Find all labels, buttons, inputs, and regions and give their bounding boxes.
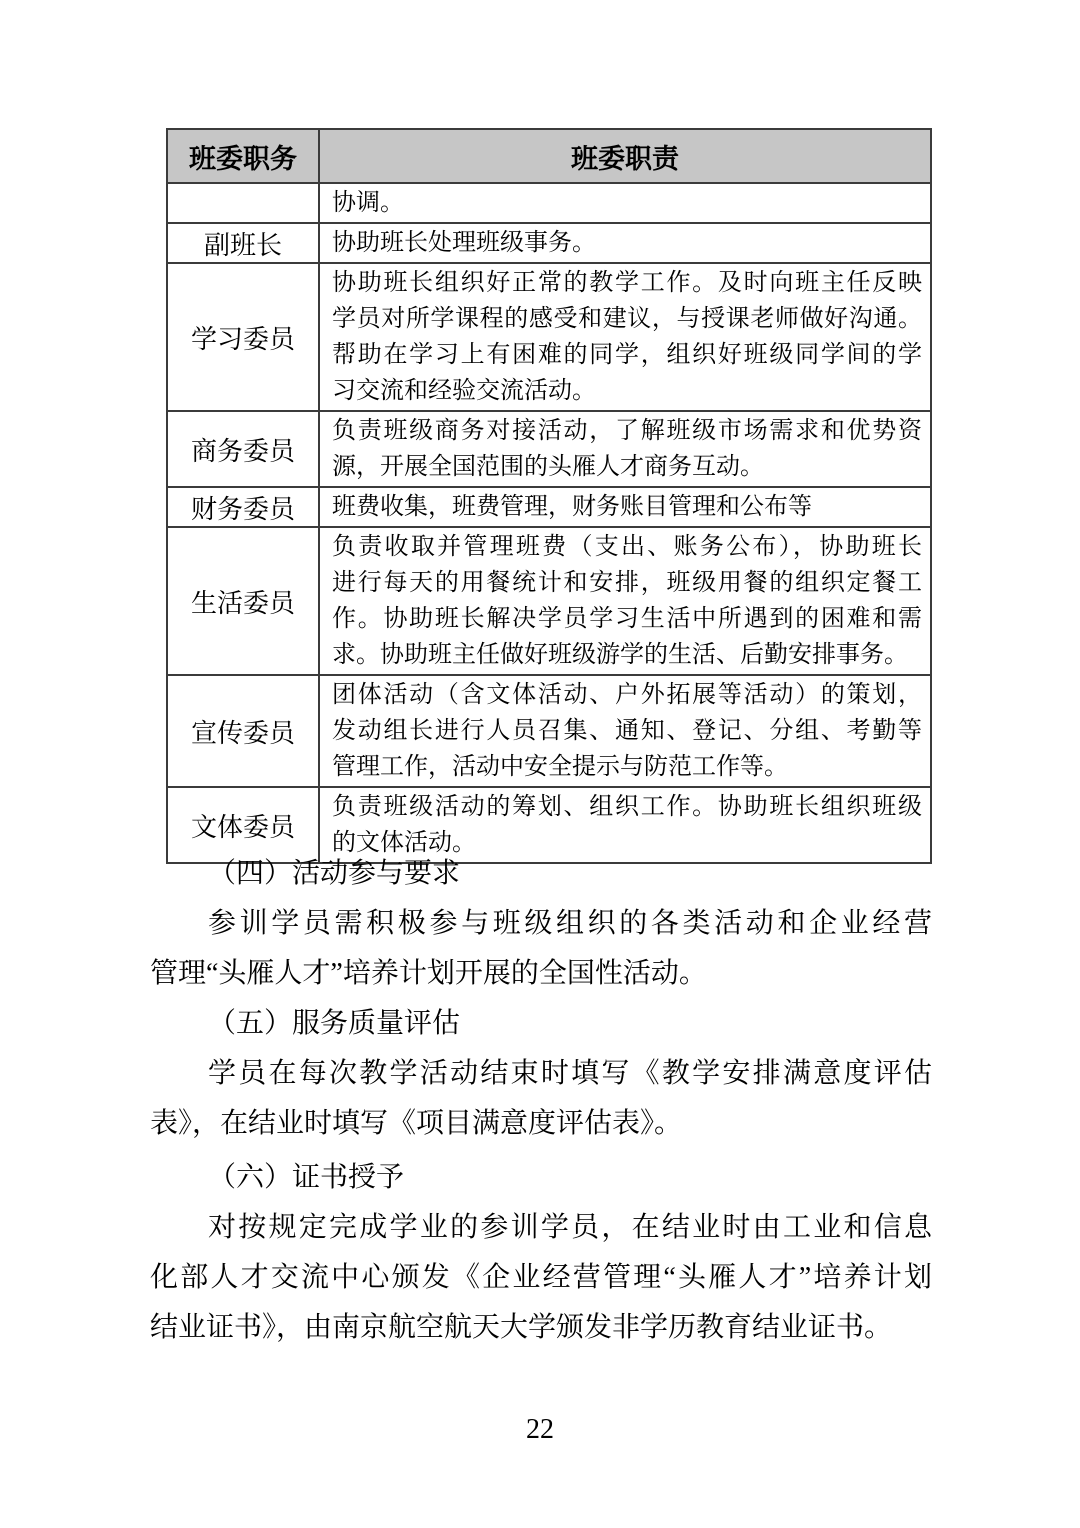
role-cell: 财务委员 xyxy=(167,487,319,527)
duty-line: 协助班长处理班级事务。 xyxy=(332,230,596,256)
para-6-line: 对按规定完成学业的参训学员，在结业时由工业和信息 xyxy=(208,1212,932,1243)
role-cell: 文体委员 xyxy=(167,787,319,863)
duty-cell xyxy=(319,487,931,527)
role-cell: 宣传委员 xyxy=(167,675,319,787)
header-cell-duty: 班委职责 xyxy=(319,129,931,183)
role-cell: 副班长 xyxy=(167,223,319,263)
table-row xyxy=(167,487,931,527)
duty-cell xyxy=(319,263,931,411)
duty-line: 源，开展全国范围的头雁人才商务互动。 xyxy=(332,454,764,480)
table-row xyxy=(167,183,931,223)
para-6-line: 化部人才交流中心颁发《企业经营管理“头雁人才”培养计划 xyxy=(150,1262,932,1293)
page-number: 22 xyxy=(526,1414,554,1445)
duty-line: 负责班级商务对接活动，了解班级市场需求和优势资 xyxy=(332,418,922,444)
duty-line: 习交流和经验交流活动。 xyxy=(332,378,596,404)
role-cell: 生活委员 xyxy=(167,527,319,675)
table-header-row xyxy=(167,129,931,183)
para-4-line: 管理“头雁人才”培养计划开展的全国性活动。 xyxy=(150,958,707,989)
para-5-line: 表》，在结业时填写《项目满意度评估表》。 xyxy=(150,1108,683,1139)
duty-line: 发动组长进行人员召集、通知、登记、分组、考勤等 xyxy=(332,718,922,744)
table-row xyxy=(167,223,931,263)
duty-cell xyxy=(319,183,931,223)
role-cell: 学习委员 xyxy=(167,263,319,411)
table-row xyxy=(167,263,931,411)
section-heading-4: （四）活动参与要求 xyxy=(208,858,461,889)
duty-cell xyxy=(319,411,931,487)
para-6-line: 结业证书》，由南京航空航天大学颁发非学历教育结业证书。 xyxy=(150,1312,893,1343)
table-row xyxy=(167,675,931,787)
role-cell xyxy=(167,183,319,223)
duty-line: 求。协助班主任做好班级游学的生活、后勤安排事务。 xyxy=(332,642,908,668)
committee-duty-table xyxy=(166,128,932,864)
duty-line: 帮助在学习上有困难的同学，组织好班级同学间的学 xyxy=(332,342,922,368)
duty-line: 管理工作，活动中安全提示与防范工作等。 xyxy=(332,754,788,780)
duty-line: 班费收集，班费管理，财务账目管理和公布等 xyxy=(332,494,812,520)
table-row xyxy=(167,527,931,675)
duty-cell xyxy=(319,527,931,675)
duty-line: 学员对所学课程的感受和建议，与授课老师做好沟通。 xyxy=(332,306,922,332)
duty-line: 负责收取并管理班费（支出、账务公布），协助班长 xyxy=(332,534,922,560)
para-5-line: 学员在每次教学活动结束时填写《教学安排满意度评估 xyxy=(208,1058,932,1089)
header-cell-position: 班委职务 xyxy=(167,129,319,183)
section-heading-5: （五）服务质量评估 xyxy=(208,1008,461,1039)
para-4-line: 参训学员需积极参与班级组织的各类活动和企业经营 xyxy=(208,908,932,939)
duty-line: 团体活动（含文体活动、户外拓展等活动）的策划， xyxy=(332,682,922,708)
duty-cell xyxy=(319,675,931,787)
duty-line: 负责班级活动的筹划、组织工作。协助班长组织班级 xyxy=(332,794,922,820)
role-cell: 商务委员 xyxy=(167,411,319,487)
duty-line: 的文体活动。 xyxy=(332,830,476,856)
table-row xyxy=(167,411,931,487)
duty-line: 协助班长组织好正常的教学工作。及时向班主任反映 xyxy=(332,270,922,296)
duty-cell xyxy=(319,223,931,263)
duty-line: 协调。 xyxy=(332,190,404,216)
duty-line: 作。协助班长解决学员学习生活中所遇到的困难和需 xyxy=(332,606,922,632)
duty-line: 进行每天的用餐统计和安排，班级用餐的组织定餐工 xyxy=(332,570,922,596)
body-text xyxy=(150,849,932,1353)
section-heading-6: （六）证书授予 xyxy=(208,1162,405,1193)
